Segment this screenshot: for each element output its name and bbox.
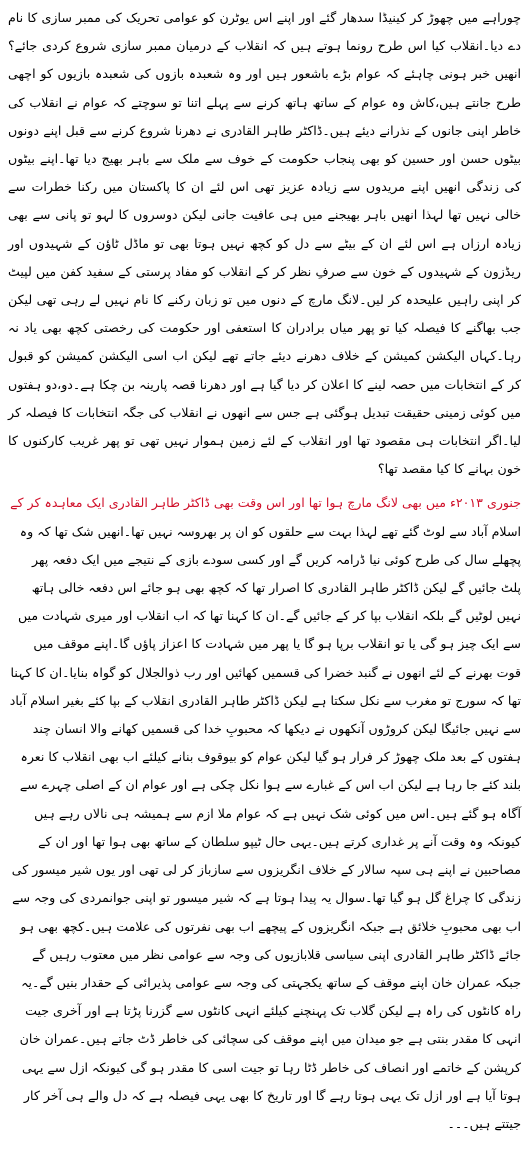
highlighted-date-sentence: جنوری ۲۰۱۳ء میں بھی لانگ مارچ ہوا تھا اور اس وقت بھی ڈاکٹر طاہر القادری ایک معاہدہ کر کے: [10, 495, 521, 511]
article-paragraph-1: چوراہے میں چھوڑ کر کینیڈا سدھار گئے اور اپنے اس یوٹرن کو عوامی تحریک کی ممبر سازی کا نام دے دیا۔انقلاب کیا اس طرح رونما ہوتے ہیں کہ انقلاب کے درمیان ممبر سازی شروع کردی جائے؟انھیں خبر ہونی چاہئے کہ عوام بڑے باشعور ہیں اور وہ شعبدہ بازوں کی شعبدہ بازیوں کو اچھی طرح جانتے ہیں،کاش وہ عوام کے ساتھ ہاتھ کرنے سے پہلے اتنا تو سوچتے کہ عوام نے انقلاب کی خاطر اپنی جانوں کے نذرانے دیئے ہیں۔ڈاکٹر طاہر القادری نے دھرنا شروع کرنے سے قبل اپنے دونوں بیٹوں حسن اور حسین کو بھی پنجاب حکومت کے خوف سے ملک سے باہر بھیج دیا تھا۔اپنے بیٹوں کی زندگی انھیں اپنے مریدوں سے زیادہ عزیز تھی اس لئے ان کا پاکستان میں رکنا خطرات سے خالی نہیں تھا لہذا انھیں باہر بھیجنے میں ہی عافیت جانی لیکن دوسروں کا لہو تو پانی سے بھی زیادہ ارزاں ہے اس لئے ان کے بیٹے سے دل کو کچھ نہیں ہوتا بھی تو ماڈل ٹاؤن کے شہیدوں اور ریڈزون کے شہیدوں کے خون سے صرفِ نظر کر کے انقلاب کو مفاد پرستی کے سفید کفن میں لپیٹ کر اپنی راہیں علیحدہ کر لیں۔لانگ مارچ کے دنوں میں تو زبان رکنے کا نام نہیں لے رہی تھی لیکن جب بھاگنے کا فیصلہ کیا تو پھر میاں برادران کا استعفی اور حکومت کی رخصتی کچھ بھی یاد نہ رہا۔کہاں الیکشن کمیشن کے خلاف دھرنے دیئے جاتے تھے لیکن اب اسی الیکشن کمیشن کو قبول کر کے انتخابات میں حصہ لینے کا اعلان کر دیا گیا ہے اور دھرنا قصہ پارینہ بن چکا ہے۔دو،دو ہفتوں میں کوئی زمینی حقیقت تبدیل ہوگئی ہے جس سے انھوں نے انقلاب کی جگہ انتخابات کا فیصلہ کر لیا۔اگر انتخابات ہی مقصود تھا اور انقلاب کے لئے زمین ہموار نہیں تھی تو پھر غریب کارکنوں کا خون بہانے کا کیا مقصد تھا؟: [8, 10, 521, 477]
article-paragraph-2: [8, 489, 521, 1138]
paragraph-2-body: اسلام آباد سے لوٹ گئے تھے لہذا بہت سے حلقوں کو ان پر بھروسہ نہیں تھا۔انھیں شک تھا کہ وہ پچھلے سال کی طرح کوئی نیا ڈرامہ کریں گے اور کسی سودے بازی کے نتیجے میں ایک دفعہ پھر پلٹ جائیں گے لیکن ڈاکٹر طاہر القادری کا اصرار تھا کہ کچھ بھی ہو جائے اس دفعہ خالی ہاتھ نہیں لوٹیں گے بلکہ انقلاب بپا کر کے جائیں گے۔ان کا کہنا تھا کہ اب انقلاب اور میری شہادت میں سے ایک چیز ہو گی یا تو انقلاب برپا ہو گا یا پھر میں شہادت کا اعزاز پاؤں گا۔اپنے موقف میں قوت بھرنے کے لئے انھوں نے گنبد خضرا کی قسمیں کھائیں اور رب ذوالجلال کو گواہ بنایا۔ان کا کہنا تھا کہ سورج تو مغرب سے نکل سکتا ہے لیکن ڈاکٹر طاہر القادری انقلاب کے بپا کئے بغیر اسلام آباد سے نہیں جائیگا لیکن کروڑوں آنکھوں نے دیکھا کہ محبوبِ خدا کی قسمیں کھانے والا انسان چند ہفتوں کے بعد ملک چھوڑ کر فرار ہو گیا لیکن عوام کو بیوقوف بنانے کیلئے اب بھی انقلاب کا نعرہ بلند کئے جا رہا ہے لیکن اب اس کے غبارے سے ہوا نکل چکی ہے اور عوام ان کے اصلی چہرے سے آگاہ ہو گئے ہیں۔اس میں کوئی شک نہیں ہے کہ عوام ملا ازم سے ہمیشہ ہی نالاں رہے ہیں کیونکہ وہ وقت آنے پر غداری کرتے ہیں۔یہی حال ٹیپو سلطان کے ساتھ بھی ہوا تھا اور ان کے مصاحبین نے اپنے ہی سپہ سالار کے خلاف انگریزوں سے سازباز کر لی تھی اور یوں شیر میسور کی زندگی کا چراغ گل ہو گیا تھا۔سوال یہ پیدا ہوتا ہے کہ شیر میسور تو اپنی جوانمردی کی وجہ سے اب بھی محبوبِ خلائق ہے جبکہ انگریزوں کے پیچھے اب بھی نفرتوں کی علامت ہیں۔کچھ بھی ہو جائے ڈاکٹر طاہر القادری اپنی سیاسی قلابازیوں کی وجہ سے عوامی نظر میں معتوب رہیں گے جبکہ عمران خان اپنے موقف کے ساتھ یکجہتی کی وجہ سے عوامی پذیرائی کے حقدار بنیں گے۔یہ راہ کانٹوں کی راہ ہے لیکن گلاب تک پہنچنے کیلئے انہی کانٹوں سے گزرنا پڑتا ہے اور آخری جیت انہی کا مقدر بنتی ہے جو میدان میں اپنے موقف کی سچائی کی خاطر ڈٹ جاتے ہیں۔عمران خان کرپشن کے خاتمے اور انصاف کی خاطر ڈٹا رہا تو جیت اسی کا مقدر ہو گی کیونکہ ازل سے یہی ہوتا آیا ہے اور ازل تک یہی ہوتا رہے گا اور تاریخ کا بھی یہی فیصلہ ہے کہ دل والے ہی آخر کار جیتتے ہیں۔۔۔: [9, 523, 521, 1131]
